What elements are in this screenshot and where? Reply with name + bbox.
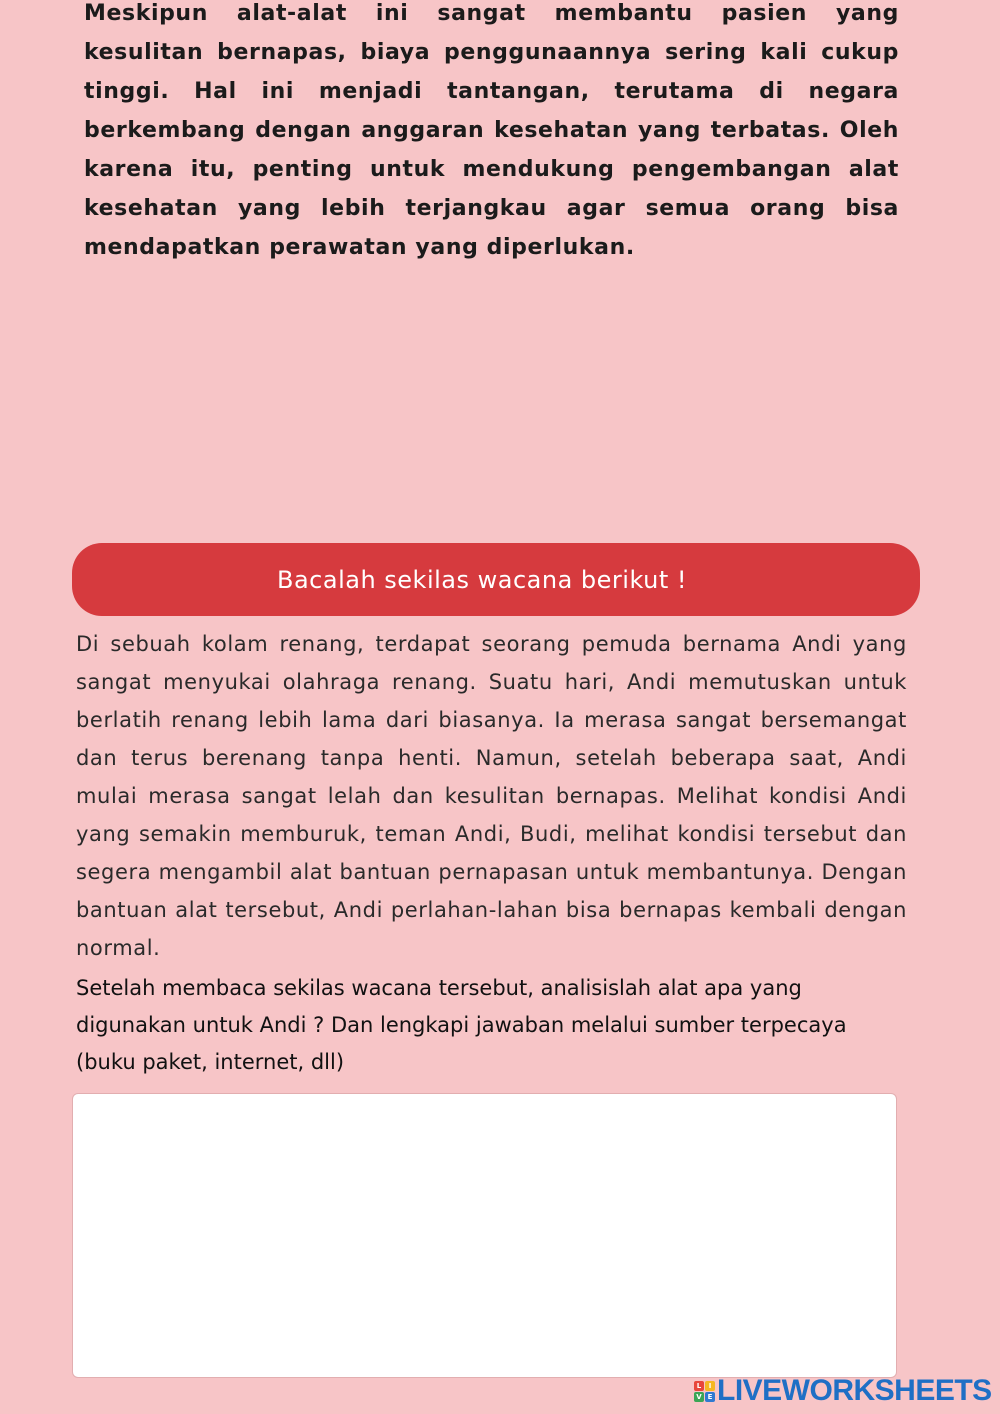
brand-mark-letter: L xyxy=(694,1381,704,1391)
brand-mark-letter: I xyxy=(705,1381,715,1391)
liveworksheets-wordmark: LIVEWORKSHEETS xyxy=(717,1374,992,1407)
section-banner xyxy=(72,543,920,616)
liveworksheets-mark-icon xyxy=(694,1381,715,1402)
section-banner-title: Bacalah sekilas wacana berikut ! xyxy=(277,565,687,594)
liveworksheets-logo xyxy=(694,1375,992,1407)
brand-mark-letter: V xyxy=(694,1392,704,1402)
brand-mark-letter: E xyxy=(705,1392,715,1402)
story-paragraph: Di sebuah kolam renang, terdapat seorang pemuda bernama Andi yang sangat menyukai olahraga renang. Suatu hari, Andi memutuskan untuk berlatih renang lebih lama dari biasanya. Ia merasa sangat bersemangat dan terus berenang tanpa henti. Namun, setelah beberapa saat, Andi mulai merasa sangat lelah dan kesulitan bernapas. Melihat kondisi Andi yang semakin memburuk, teman Andi, Budi, melihat kondisi tersebut dan segera mengambil alat bantuan pernapasan untuk membantunya. Dengan bantuan alat tersebut, Andi perlahan-lahan bisa bernapas kembali dengan normal. xyxy=(76,632,907,960)
answer-textbox[interactable] xyxy=(72,1093,897,1378)
question-text: Setelah membaca sekilas wacana tersebut, analisislah alat apa yang digunakan untuk Andi ? Dan lengkapi jawaban melalui sumber terpecaya (buku paket, internet, dll) xyxy=(76,976,847,1074)
intro-paragraph: Meskipun alat-alat ini sangat membantu pasien yang kesulitan bernapas, biaya penggunaannya sering kali cukup tinggi. Hal ini menjadi tantangan, terutama di negara berkembang dengan anggaran kesehatan yang terbatas. Oleh karena itu, penting untuk mendukung pengembangan alat kesehatan yang lebih terjangkau agar semua orang bisa mendapatkan perawatan yang diperlukan. xyxy=(84,1,899,260)
